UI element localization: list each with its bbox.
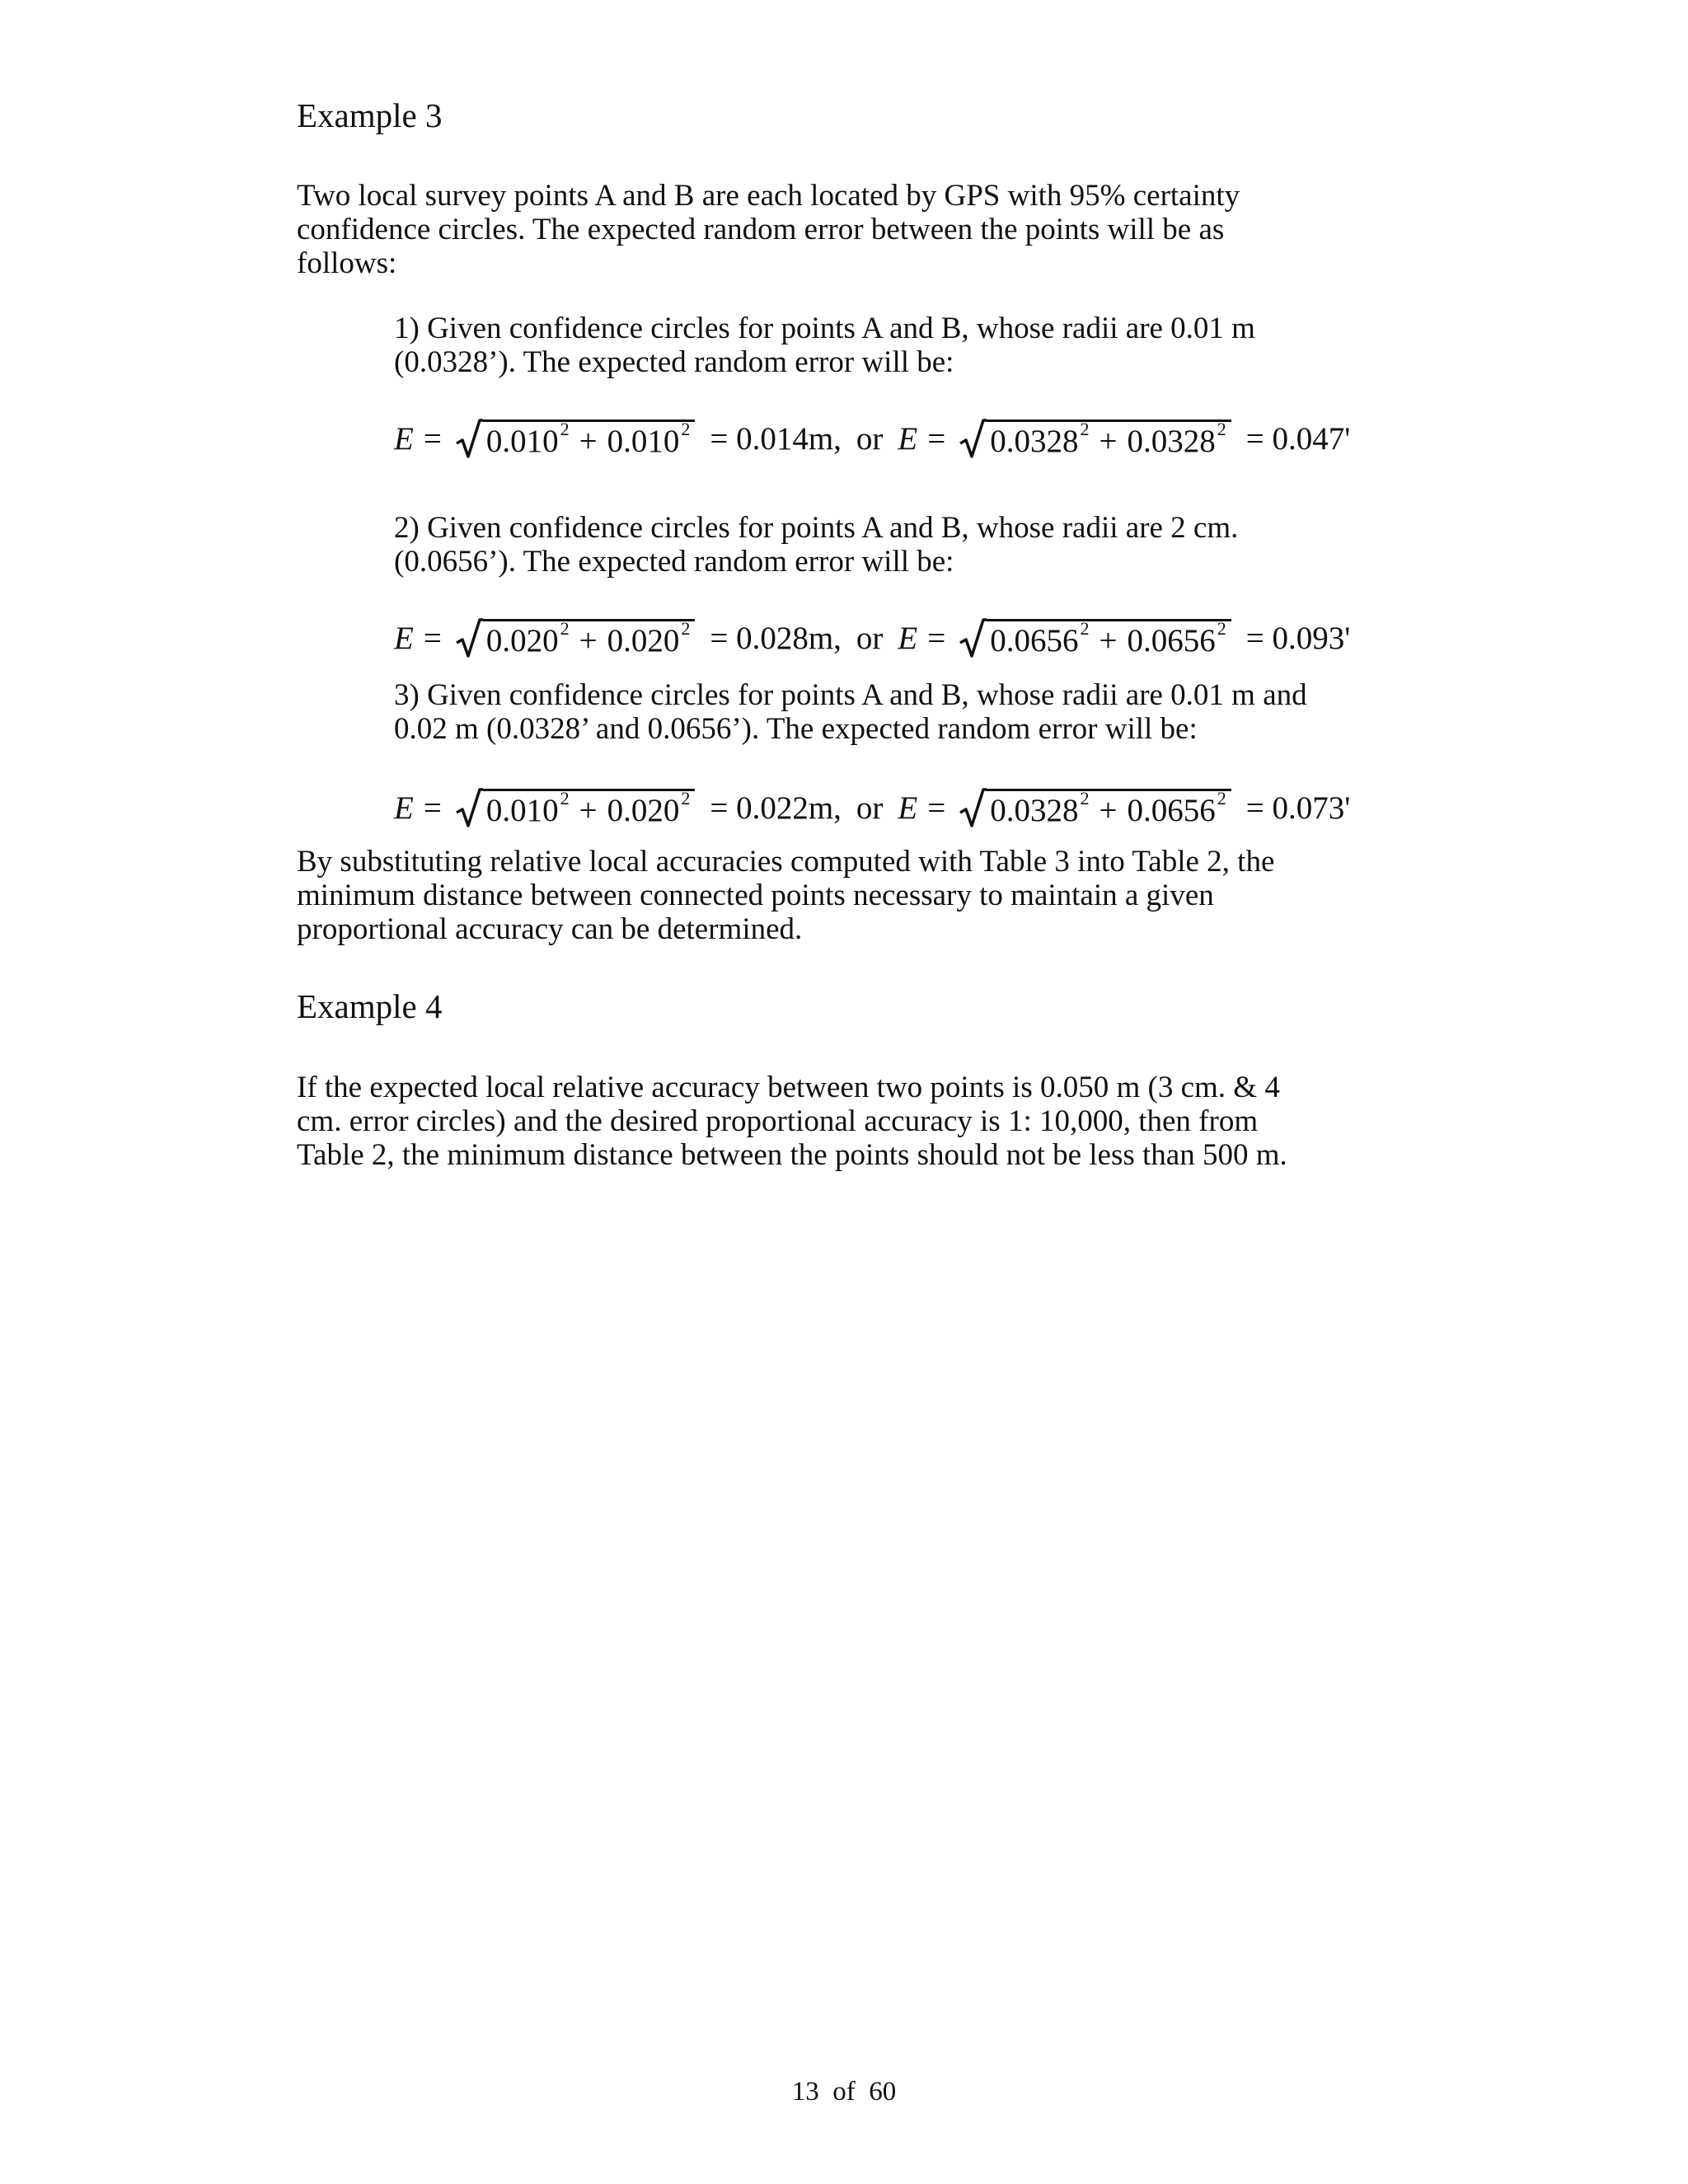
text-line: By substituting relative local accuracies computed with Table 3 into Table 2, the xyxy=(297,845,1275,879)
radicand xyxy=(483,419,696,460)
radicand xyxy=(987,619,1231,659)
variable-e: E xyxy=(898,621,918,656)
plus-sign: + xyxy=(1099,623,1118,658)
radicand xyxy=(987,789,1231,829)
conclusion-paragraph xyxy=(297,845,1451,946)
radicand xyxy=(483,789,696,829)
item-2-text xyxy=(394,511,1482,579)
square-root-imperial xyxy=(959,419,1231,460)
plus-sign: + xyxy=(1099,424,1118,459)
example-4-paragraph xyxy=(297,1071,1451,1172)
equals-sign: = xyxy=(927,790,946,826)
page-number: 13 xyxy=(791,2077,819,2107)
page-number-footer xyxy=(0,2075,1688,2108)
plus-sign: + xyxy=(579,793,598,828)
text-line: (0.0656’). The expected random error will be: xyxy=(394,545,954,579)
term: 0.0328 $^2$ xyxy=(1127,419,1226,459)
result-metric: = 0.028m, xyxy=(710,621,842,656)
plus-sign: + xyxy=(579,424,598,459)
page-of: of xyxy=(832,2077,856,2107)
variable-e: E xyxy=(394,790,414,826)
term: 0.0328 $^2$ xyxy=(990,788,1090,828)
term: 0.0328 $^2$ xyxy=(990,419,1090,459)
text-line: 0.02 m (0.0328’ and 0.0656’). The expected random error will be: xyxy=(394,712,1198,746)
text-line: 2) Given confidence circles for points A and B, whose radii are 2 cm. xyxy=(394,511,1239,545)
equals-sign: = xyxy=(423,421,442,457)
square-root-imperial xyxy=(959,618,1231,659)
variable-e: E xyxy=(394,621,414,656)
text-line: If the expected local relative accuracy between two points is 0.050 m (3 cm. & 4 xyxy=(297,1071,1280,1104)
or-word: or xyxy=(856,421,884,457)
radical-icon xyxy=(455,788,483,829)
equation-2 xyxy=(394,614,1350,663)
equation-3 xyxy=(394,784,1350,833)
equals-sign: = xyxy=(423,621,442,656)
page-total: 60 xyxy=(869,2077,897,2107)
example-4-heading: Example 4 xyxy=(297,987,443,1025)
radicand xyxy=(987,419,1231,460)
result-imperial: = 0.047' xyxy=(1245,421,1351,457)
equals-sign: = xyxy=(927,421,946,457)
square-root-metric xyxy=(455,419,696,460)
item-1-text xyxy=(394,312,1482,379)
text-line: follows: xyxy=(297,246,397,280)
term: 0.020 $^2$ xyxy=(607,788,691,828)
text-line: cm. error circles) and the desired proportional accuracy is 1: 10,000, then from xyxy=(297,1104,1259,1138)
text-line: 1) Given confidence circles for points A and B, whose radii are 0.01 m xyxy=(394,312,1255,345)
text-line: 3) Given confidence circles for points A and B, whose radii are 0.01 m and xyxy=(394,678,1307,712)
text-line: (0.0328’). The expected random error will be: xyxy=(394,345,954,379)
text-line: Two local survey points A and B are each located by GPS with 95% certainty xyxy=(297,179,1240,213)
equals-sign: = xyxy=(423,790,442,826)
text-line: confidence circles. The expected random error between the points will be as xyxy=(297,213,1225,246)
text-line: proportional accuracy can be determined. xyxy=(297,912,803,946)
result-metric: = 0.014m, xyxy=(710,421,842,457)
plus-sign: + xyxy=(1099,793,1118,828)
equals-sign: = xyxy=(927,621,946,656)
radical-icon xyxy=(455,419,483,460)
text-line: Table 2, the minimum distance between the points should not be less than 500 m. xyxy=(297,1138,1287,1172)
item-3-text xyxy=(394,678,1482,746)
term: 0.020 $^2$ xyxy=(485,618,570,658)
square-root-imperial xyxy=(959,788,1231,829)
radical-icon xyxy=(455,618,483,659)
term: 0.0656 $^2$ xyxy=(990,618,1090,658)
square-root-metric xyxy=(455,788,696,829)
variable-e: E xyxy=(898,421,918,457)
result-imperial: = 0.093' xyxy=(1245,621,1351,656)
radical-icon xyxy=(959,788,987,829)
term: 0.020 $^2$ xyxy=(607,618,691,658)
variable-e: E xyxy=(898,790,918,826)
term: 0.010 $^2$ xyxy=(485,788,570,828)
term: 0.0656 $^2$ xyxy=(1127,788,1226,828)
text-line: minimum distance between connected points necessary to maintain a given xyxy=(297,879,1214,912)
example-3-heading: Example 3 xyxy=(297,96,443,134)
plus-sign: + xyxy=(579,623,598,658)
result-imperial: = 0.073' xyxy=(1245,790,1351,826)
square-root-metric xyxy=(455,618,696,659)
variable-e: E xyxy=(394,421,414,457)
or-word: or xyxy=(856,790,884,826)
equation-1 xyxy=(394,415,1350,464)
radical-icon xyxy=(959,618,987,659)
radical-icon xyxy=(959,419,987,460)
term: 0.0656 $^2$ xyxy=(1127,618,1226,658)
radicand xyxy=(483,619,696,659)
term: 0.010 $^2$ xyxy=(485,419,570,459)
result-metric: = 0.022m, xyxy=(710,790,842,826)
term: 0.010 $^2$ xyxy=(607,419,691,459)
or-word: or xyxy=(856,621,884,656)
example-3-intro xyxy=(297,179,1451,280)
